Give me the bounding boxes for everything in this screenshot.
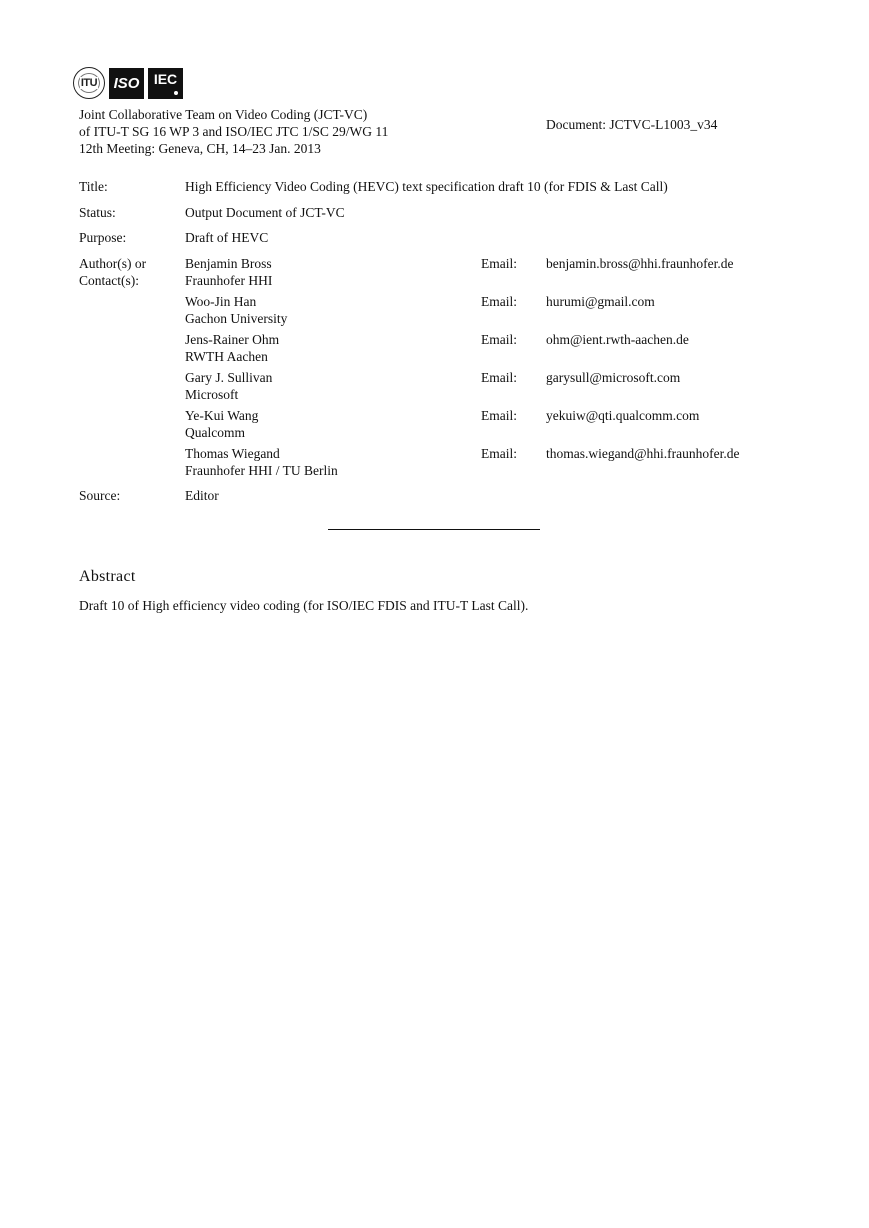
author-affiliation: Fraunhofer HHI xyxy=(185,273,273,288)
author-affiliation: Qualcomm xyxy=(185,425,245,440)
author-email: hurumi@gmail.com xyxy=(546,294,655,309)
author-entry xyxy=(185,445,338,479)
author-name: Jens-Rainer Ohm xyxy=(185,332,280,347)
iso-logo: ISO xyxy=(109,68,144,99)
organization-logos xyxy=(73,67,183,99)
abstract-heading: Abstract xyxy=(79,568,136,585)
email-label: Email: xyxy=(481,256,517,271)
author-entry xyxy=(185,369,272,403)
author-affiliation: Microsoft xyxy=(185,387,239,402)
author-name: Woo-Jin Han xyxy=(185,294,257,309)
org-line-2: of ITU-T SG 16 WP 3 and ISO/IEC JTC 1/SC 29/WG 11 xyxy=(79,124,389,139)
title-label: Title: xyxy=(79,179,108,194)
org-line-3: 12th Meeting: Geneva, CH, 14–23 Jan. 2013 xyxy=(79,141,321,156)
email-label: Email: xyxy=(481,446,517,461)
author-entry xyxy=(185,407,258,441)
author-email: garysull@microsoft.com xyxy=(546,370,681,385)
organization-header xyxy=(79,106,388,157)
authors-label: Author(s) or Contact(s): xyxy=(79,256,147,288)
email-label: Email: xyxy=(481,294,517,309)
status-value: Output Document of JCT-VC xyxy=(185,205,345,220)
author-name: Thomas Wiegand xyxy=(185,446,280,461)
author-entry xyxy=(185,255,272,289)
title-value: High Efficiency Video Coding (HEVC) text specification draft 10 (for FDIS & Last Call) xyxy=(185,179,668,194)
author-entry xyxy=(185,293,287,327)
purpose-value: Draft of HEVC xyxy=(185,230,269,245)
email-label: Email: xyxy=(481,370,517,385)
author-entry xyxy=(185,331,279,365)
email-label: Email: xyxy=(481,408,517,423)
org-line-1: Joint Collaborative Team on Video Coding (JCT-VC) xyxy=(79,107,368,122)
iec-logo: IEC xyxy=(148,68,183,99)
document-id: Document: JCTVC-L1003_v34 xyxy=(546,117,718,132)
source-value: Editor xyxy=(185,488,219,503)
author-email: yekuiw@qti.qualcomm.com xyxy=(546,408,700,423)
author-email: ohm@ient.rwth-aachen.de xyxy=(546,332,689,347)
author-affiliation: RWTH Aachen xyxy=(185,349,268,364)
status-label: Status: xyxy=(79,205,116,220)
author-name: Ye-Kui Wang xyxy=(185,408,259,423)
author-name: Gary J. Sullivan xyxy=(185,370,273,385)
purpose-label: Purpose: xyxy=(79,230,127,245)
source-label: Source: xyxy=(79,488,121,503)
itu-logo: ITU xyxy=(73,67,105,99)
author-name: Benjamin Bross xyxy=(185,256,272,271)
author-affiliation: Fraunhofer HHI / TU Berlin xyxy=(185,463,338,478)
author-email: benjamin.bross@hhi.fraunhofer.de xyxy=(546,256,734,271)
author-email: thomas.wiegand@hhi.fraunhofer.de xyxy=(546,446,740,461)
abstract-text: Draft 10 of High efficiency video coding (for ISO/IEC FDIS and ITU-T Last Call). xyxy=(79,598,529,613)
email-label: Email: xyxy=(481,332,517,347)
author-affiliation: Gachon University xyxy=(185,311,288,326)
section-divider xyxy=(328,529,540,530)
